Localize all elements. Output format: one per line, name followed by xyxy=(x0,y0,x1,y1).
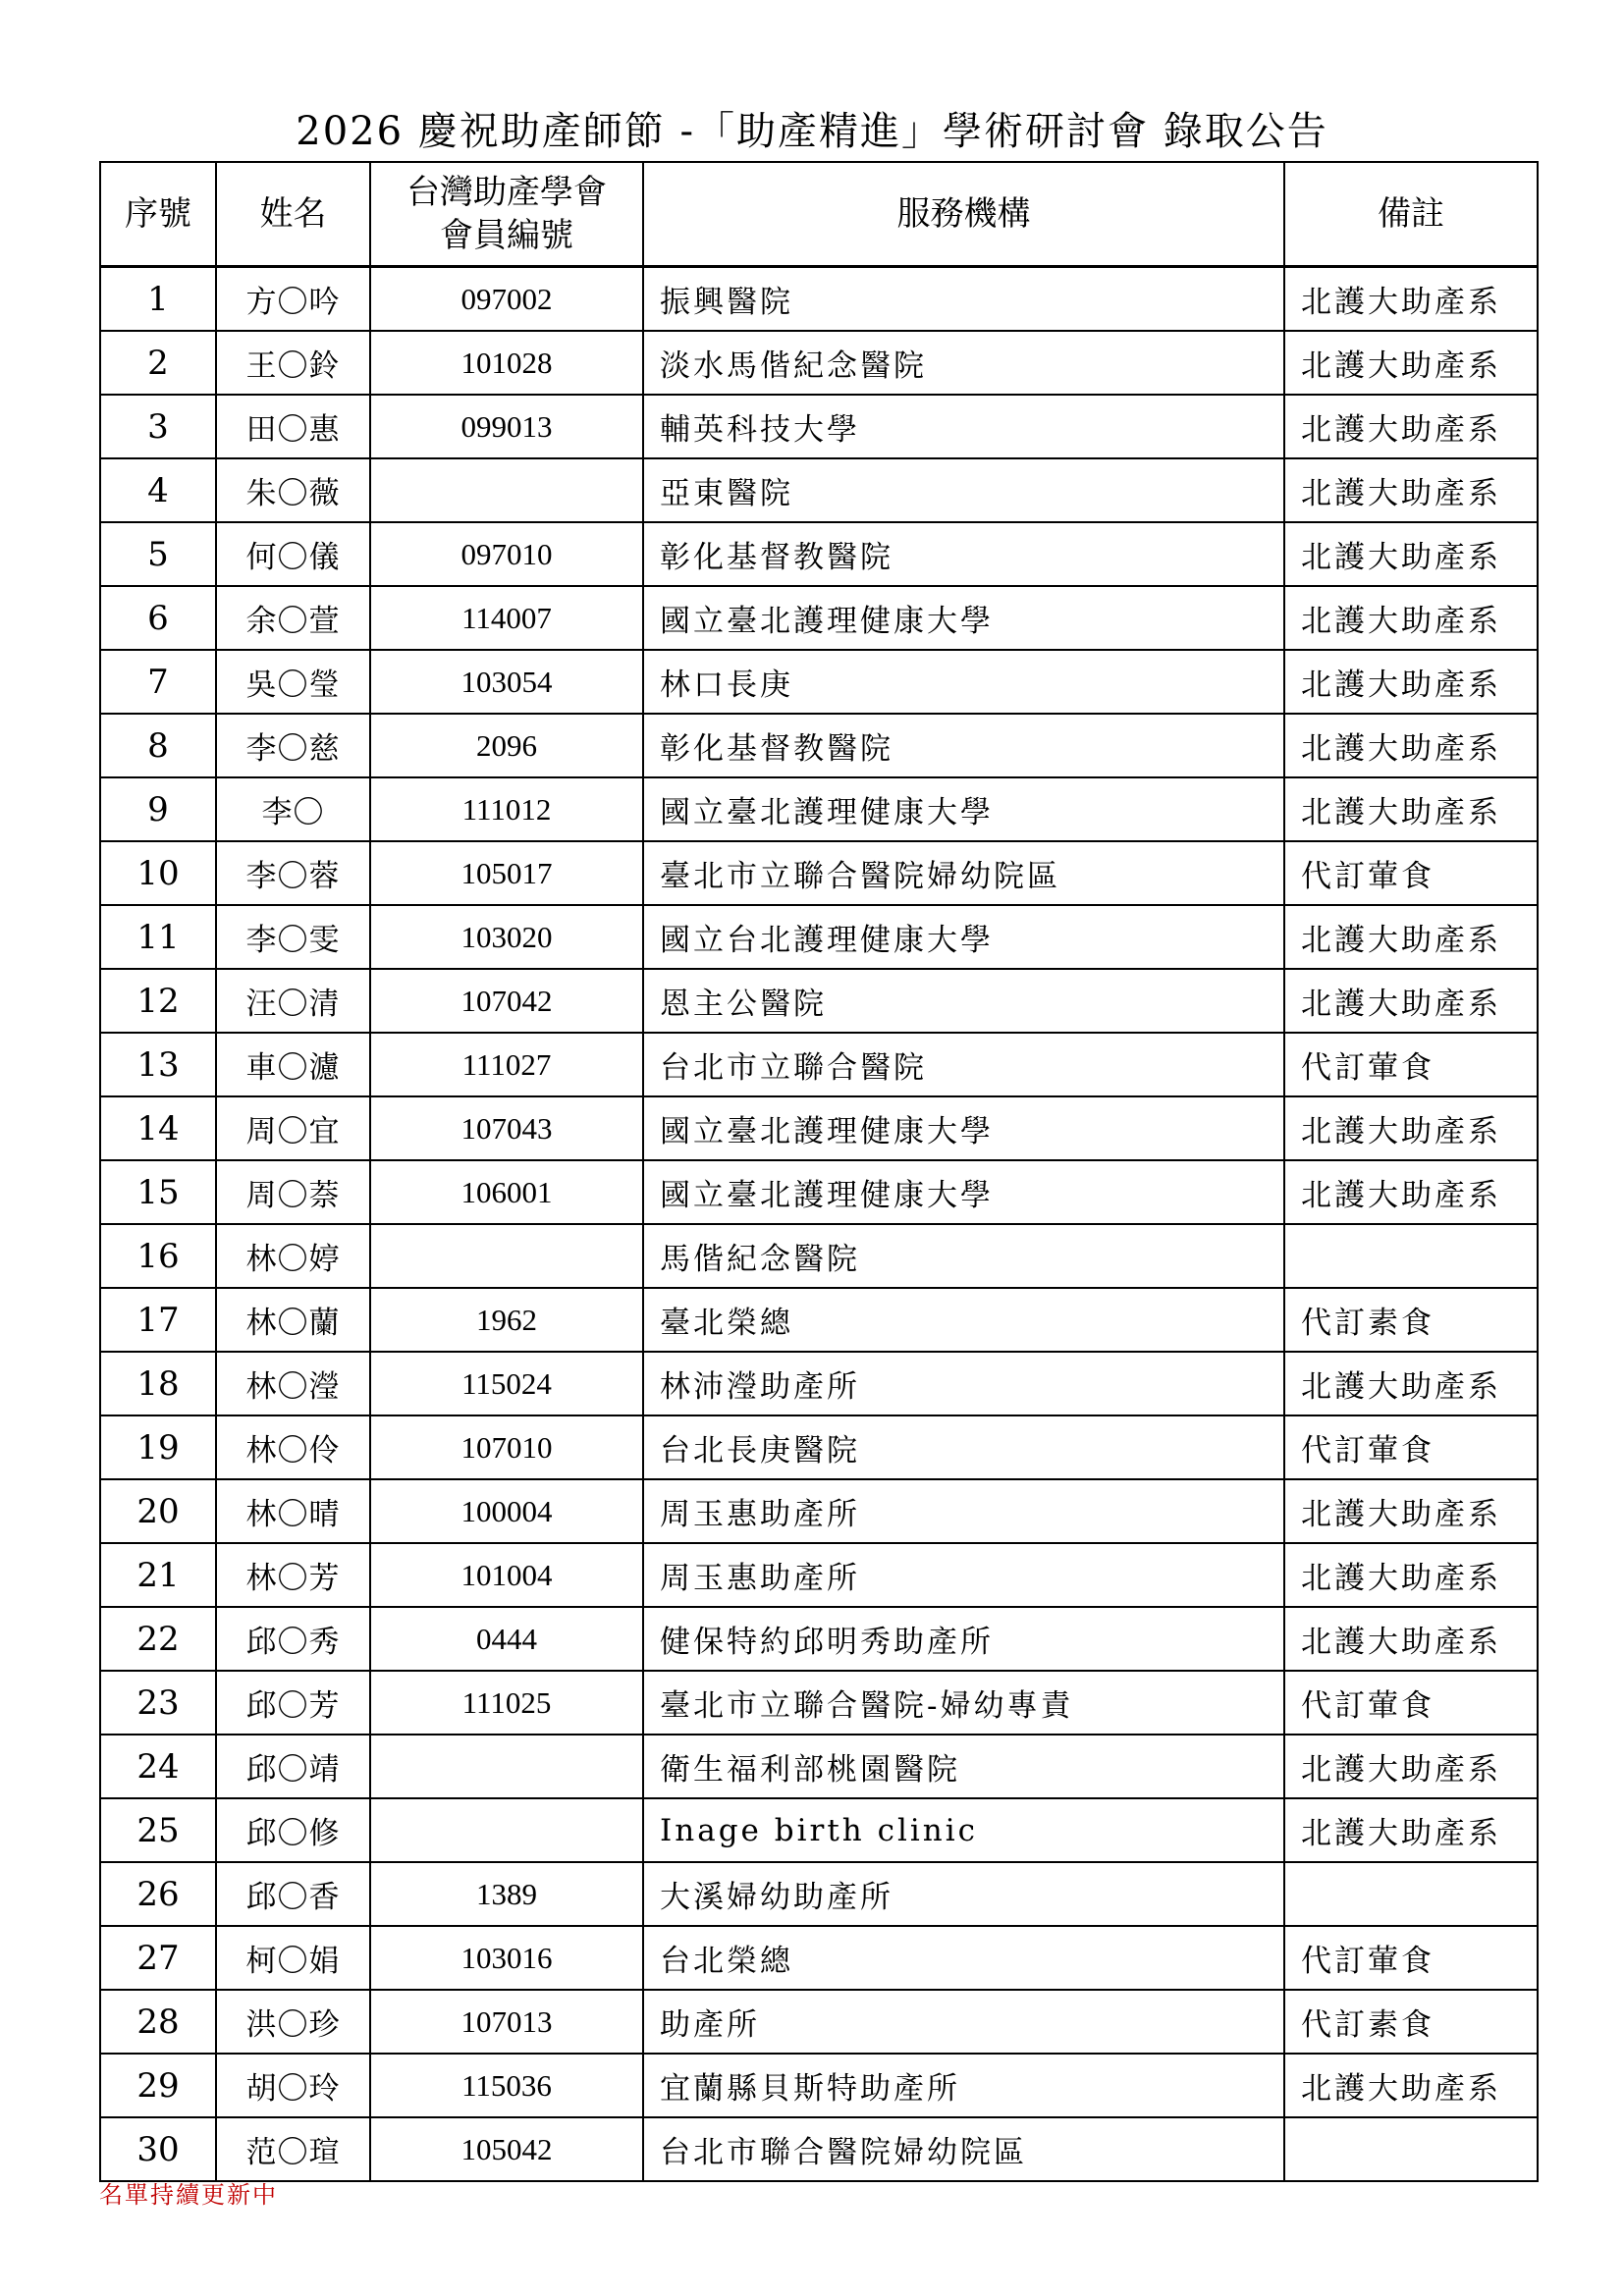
cell-org: 林沛瀅助產所 xyxy=(643,1352,1284,1415)
cell-member-id: 103016 xyxy=(370,1926,643,1990)
admission-table xyxy=(99,161,1539,2182)
cell-member-id: 105017 xyxy=(370,841,643,905)
cell-org: 輔英科技大學 xyxy=(643,395,1284,458)
table-row xyxy=(100,1224,1538,1288)
cell-org: 國立臺北護理健康大學 xyxy=(643,777,1284,841)
cell-name: 李〇蓉 xyxy=(216,841,370,905)
table-body xyxy=(100,267,1538,2182)
cell-note: 北護大助產系 xyxy=(1284,1543,1538,1607)
cell-seq: 10 xyxy=(100,841,216,905)
cell-seq: 3 xyxy=(100,395,216,458)
table-row xyxy=(100,1096,1538,1160)
cell-org: 國立台北護理健康大學 xyxy=(643,905,1284,969)
cell-member-id xyxy=(370,1224,643,1288)
cell-org: 周玉惠助產所 xyxy=(643,1543,1284,1607)
cell-org: 台北長庚醫院 xyxy=(643,1415,1284,1479)
cell-org: 台北市立聯合醫院 xyxy=(643,1033,1284,1096)
cell-seq: 15 xyxy=(100,1160,216,1224)
cell-name: 林〇晴 xyxy=(216,1479,370,1543)
cell-name: 邱〇修 xyxy=(216,1798,370,1862)
cell-note: 北護大助產系 xyxy=(1284,586,1538,650)
cell-seq: 14 xyxy=(100,1096,216,1160)
cell-seq: 17 xyxy=(100,1288,216,1352)
cell-name: 林〇婷 xyxy=(216,1224,370,1288)
cell-member-id: 107010 xyxy=(370,1415,643,1479)
cell-note: 北護大助產系 xyxy=(1284,1735,1538,1798)
table-row xyxy=(100,1671,1538,1735)
cell-name: 范〇瑄 xyxy=(216,2117,370,2181)
cell-seq: 22 xyxy=(100,1607,216,1671)
cell-member-id: 101004 xyxy=(370,1543,643,1607)
cell-name: 方〇吟 xyxy=(216,267,370,332)
cell-member-id: 115024 xyxy=(370,1352,643,1415)
cell-seq: 19 xyxy=(100,1415,216,1479)
cell-name: 邱〇秀 xyxy=(216,1607,370,1671)
cell-seq: 23 xyxy=(100,1671,216,1735)
cell-note: 代訂葷食 xyxy=(1284,1415,1538,1479)
cell-org: 恩主公醫院 xyxy=(643,969,1284,1033)
cell-note: 代訂素食 xyxy=(1284,1990,1538,2054)
cell-member-id: 1389 xyxy=(370,1862,643,1926)
cell-seq: 16 xyxy=(100,1224,216,1288)
cell-org: 助產所 xyxy=(643,1990,1284,2054)
cell-name: 柯〇娟 xyxy=(216,1926,370,1990)
cell-member-id xyxy=(370,1735,643,1798)
table-row xyxy=(100,586,1538,650)
cell-seq: 20 xyxy=(100,1479,216,1543)
cell-note: 北護大助產系 xyxy=(1284,1352,1538,1415)
cell-note: 北護大助產系 xyxy=(1284,777,1538,841)
header-member-line1: 台灣助產學會 xyxy=(406,173,607,212)
cell-member-id: 099013 xyxy=(370,395,643,458)
cell-name: 洪〇珍 xyxy=(216,1990,370,2054)
cell-seq: 24 xyxy=(100,1735,216,1798)
cell-name: 余〇萱 xyxy=(216,586,370,650)
table-row xyxy=(100,1288,1538,1352)
cell-name: 邱〇香 xyxy=(216,1862,370,1926)
cell-seq: 12 xyxy=(100,969,216,1033)
cell-note: 北護大助產系 xyxy=(1284,458,1538,522)
cell-name: 周〇萘 xyxy=(216,1160,370,1224)
cell-org: 馬偕紀念醫院 xyxy=(643,1224,1284,1288)
footnote: 名單持續更新中 xyxy=(99,2181,278,2209)
cell-org: 臺北市立聯合醫院-婦幼專責 xyxy=(643,1671,1284,1735)
table-row xyxy=(100,1352,1538,1415)
header-member-id xyxy=(370,162,643,267)
cell-name: 田〇惠 xyxy=(216,395,370,458)
cell-note xyxy=(1284,1862,1538,1926)
cell-note xyxy=(1284,2117,1538,2181)
cell-member-id: 097002 xyxy=(370,267,643,332)
cell-org: 臺北市立聯合醫院婦幼院區 xyxy=(643,841,1284,905)
cell-org: 國立臺北護理健康大學 xyxy=(643,1096,1284,1160)
cell-note: 北護大助產系 xyxy=(1284,2054,1538,2117)
cell-member-id: 097010 xyxy=(370,522,643,586)
cell-note: 代訂葷食 xyxy=(1284,1926,1538,1990)
page-title: 2026 慶祝助產師節 -「助產精進」學術研討會 錄取公告 xyxy=(296,109,1328,154)
cell-org: 振興醫院 xyxy=(643,267,1284,332)
cell-org: 亞東醫院 xyxy=(643,458,1284,522)
table-row xyxy=(100,331,1538,395)
cell-note xyxy=(1284,1224,1538,1288)
cell-seq: 25 xyxy=(100,1798,216,1862)
cell-note: 北護大助產系 xyxy=(1284,969,1538,1033)
cell-note: 北護大助產系 xyxy=(1284,905,1538,969)
table-row xyxy=(100,841,1538,905)
cell-seq: 6 xyxy=(100,586,216,650)
table-row xyxy=(100,2117,1538,2181)
cell-name: 林〇蘭 xyxy=(216,1288,370,1352)
cell-seq: 9 xyxy=(100,777,216,841)
table-row xyxy=(100,969,1538,1033)
cell-member-id: 114007 xyxy=(370,586,643,650)
cell-name: 邱〇芳 xyxy=(216,1671,370,1735)
cell-note: 北護大助產系 xyxy=(1284,522,1538,586)
cell-seq: 1 xyxy=(100,267,216,332)
cell-seq: 5 xyxy=(100,522,216,586)
cell-name: 周〇宜 xyxy=(216,1096,370,1160)
table-row xyxy=(100,1543,1538,1607)
cell-note: 北護大助產系 xyxy=(1284,714,1538,777)
cell-seq: 4 xyxy=(100,458,216,522)
cell-org: 林口長庚 xyxy=(643,650,1284,714)
table-row xyxy=(100,777,1538,841)
cell-member-id xyxy=(370,458,643,522)
table-row xyxy=(100,714,1538,777)
cell-org: 台北市聯合醫院婦幼院區 xyxy=(643,2117,1284,2181)
cell-org: 台北榮總 xyxy=(643,1926,1284,1990)
header-name: 姓名 xyxy=(216,162,370,267)
cell-org: 彰化基督教醫院 xyxy=(643,522,1284,586)
header-member-line2: 會員編號 xyxy=(440,216,573,255)
cell-member-id: 111025 xyxy=(370,1671,643,1735)
cell-seq: 30 xyxy=(100,2117,216,2181)
table-row xyxy=(100,1862,1538,1926)
cell-member-id: 107043 xyxy=(370,1096,643,1160)
cell-member-id: 111027 xyxy=(370,1033,643,1096)
header-org: 服務機構 xyxy=(643,162,1284,267)
table-row xyxy=(100,1798,1538,1862)
table-row xyxy=(100,1735,1538,1798)
cell-name: 車〇濾 xyxy=(216,1033,370,1096)
cell-note: 北護大助產系 xyxy=(1284,650,1538,714)
cell-note: 北護大助產系 xyxy=(1284,1479,1538,1543)
cell-org: Inage birth clinic xyxy=(643,1798,1284,1862)
cell-name: 邱〇靖 xyxy=(216,1735,370,1798)
cell-note: 北護大助產系 xyxy=(1284,331,1538,395)
cell-seq: 13 xyxy=(100,1033,216,1096)
table-row xyxy=(100,2054,1538,2117)
cell-member-id: 115036 xyxy=(370,2054,643,2117)
cell-name: 汪〇清 xyxy=(216,969,370,1033)
cell-name: 何〇儀 xyxy=(216,522,370,586)
table-row xyxy=(100,1160,1538,1224)
cell-member-id: 106001 xyxy=(370,1160,643,1224)
cell-org: 周玉惠助產所 xyxy=(643,1479,1284,1543)
cell-name: 林〇伶 xyxy=(216,1415,370,1479)
cell-seq: 7 xyxy=(100,650,216,714)
cell-member-id: 2096 xyxy=(370,714,643,777)
cell-seq: 26 xyxy=(100,1862,216,1926)
cell-org: 臺北榮總 xyxy=(643,1288,1284,1352)
table-row xyxy=(100,1033,1538,1096)
cell-note: 代訂葷食 xyxy=(1284,1671,1538,1735)
table-row xyxy=(100,522,1538,586)
cell-org: 國立臺北護理健康大學 xyxy=(643,1160,1284,1224)
header-seq: 序號 xyxy=(100,162,216,267)
cell-note: 北護大助產系 xyxy=(1284,1160,1538,1224)
cell-name: 李〇慈 xyxy=(216,714,370,777)
cell-note: 北護大助產系 xyxy=(1284,1798,1538,1862)
table-row xyxy=(100,1607,1538,1671)
cell-org: 大溪婦幼助產所 xyxy=(643,1862,1284,1926)
cell-seq: 8 xyxy=(100,714,216,777)
table-row xyxy=(100,1990,1538,2054)
table-row xyxy=(100,267,1538,332)
cell-name: 李〇 xyxy=(216,777,370,841)
cell-member-id: 107013 xyxy=(370,1990,643,2054)
cell-seq: 28 xyxy=(100,1990,216,2054)
cell-member-id: 105042 xyxy=(370,2117,643,2181)
cell-member-id: 103020 xyxy=(370,905,643,969)
cell-seq: 2 xyxy=(100,331,216,395)
cell-org: 衛生福利部桃園醫院 xyxy=(643,1735,1284,1798)
cell-member-id: 101028 xyxy=(370,331,643,395)
cell-member-id: 100004 xyxy=(370,1479,643,1543)
table-row xyxy=(100,395,1538,458)
cell-name: 林〇瀅 xyxy=(216,1352,370,1415)
cell-seq: 11 xyxy=(100,905,216,969)
cell-member-id: 0444 xyxy=(370,1607,643,1671)
cell-org: 健保特約邱明秀助產所 xyxy=(643,1607,1284,1671)
table-row xyxy=(100,905,1538,969)
table-row xyxy=(100,1479,1538,1543)
table-header-row xyxy=(100,162,1538,267)
cell-note: 北護大助產系 xyxy=(1284,1096,1538,1160)
cell-seq: 27 xyxy=(100,1926,216,1990)
cell-note: 北護大助產系 xyxy=(1284,1607,1538,1671)
cell-note: 北護大助產系 xyxy=(1284,395,1538,458)
cell-seq: 29 xyxy=(100,2054,216,2117)
cell-seq: 21 xyxy=(100,1543,216,1607)
cell-org: 國立臺北護理健康大學 xyxy=(643,586,1284,650)
table-row xyxy=(100,458,1538,522)
table-row xyxy=(100,1926,1538,1990)
cell-name: 吳〇瑩 xyxy=(216,650,370,714)
cell-member-id: 103054 xyxy=(370,650,643,714)
cell-name: 林〇芳 xyxy=(216,1543,370,1607)
cell-note: 代訂素食 xyxy=(1284,1288,1538,1352)
cell-note: 代訂葷食 xyxy=(1284,1033,1538,1096)
cell-member-id: 1962 xyxy=(370,1288,643,1352)
table-row xyxy=(100,1415,1538,1479)
cell-org: 彰化基督教醫院 xyxy=(643,714,1284,777)
cell-name: 李〇雯 xyxy=(216,905,370,969)
cell-org: 宜蘭縣貝斯特助產所 xyxy=(643,2054,1284,2117)
cell-name: 胡〇玲 xyxy=(216,2054,370,2117)
cell-member-id: 107042 xyxy=(370,969,643,1033)
cell-name: 朱〇薇 xyxy=(216,458,370,522)
cell-member-id xyxy=(370,1798,643,1862)
cell-name: 王〇鈴 xyxy=(216,331,370,395)
cell-org: 淡水馬偕紀念醫院 xyxy=(643,331,1284,395)
cell-member-id: 111012 xyxy=(370,777,643,841)
cell-note: 代訂葷食 xyxy=(1284,841,1538,905)
cell-note: 北護大助產系 xyxy=(1284,267,1538,332)
table-row xyxy=(100,650,1538,714)
cell-seq: 18 xyxy=(100,1352,216,1415)
header-note: 備註 xyxy=(1284,162,1538,267)
